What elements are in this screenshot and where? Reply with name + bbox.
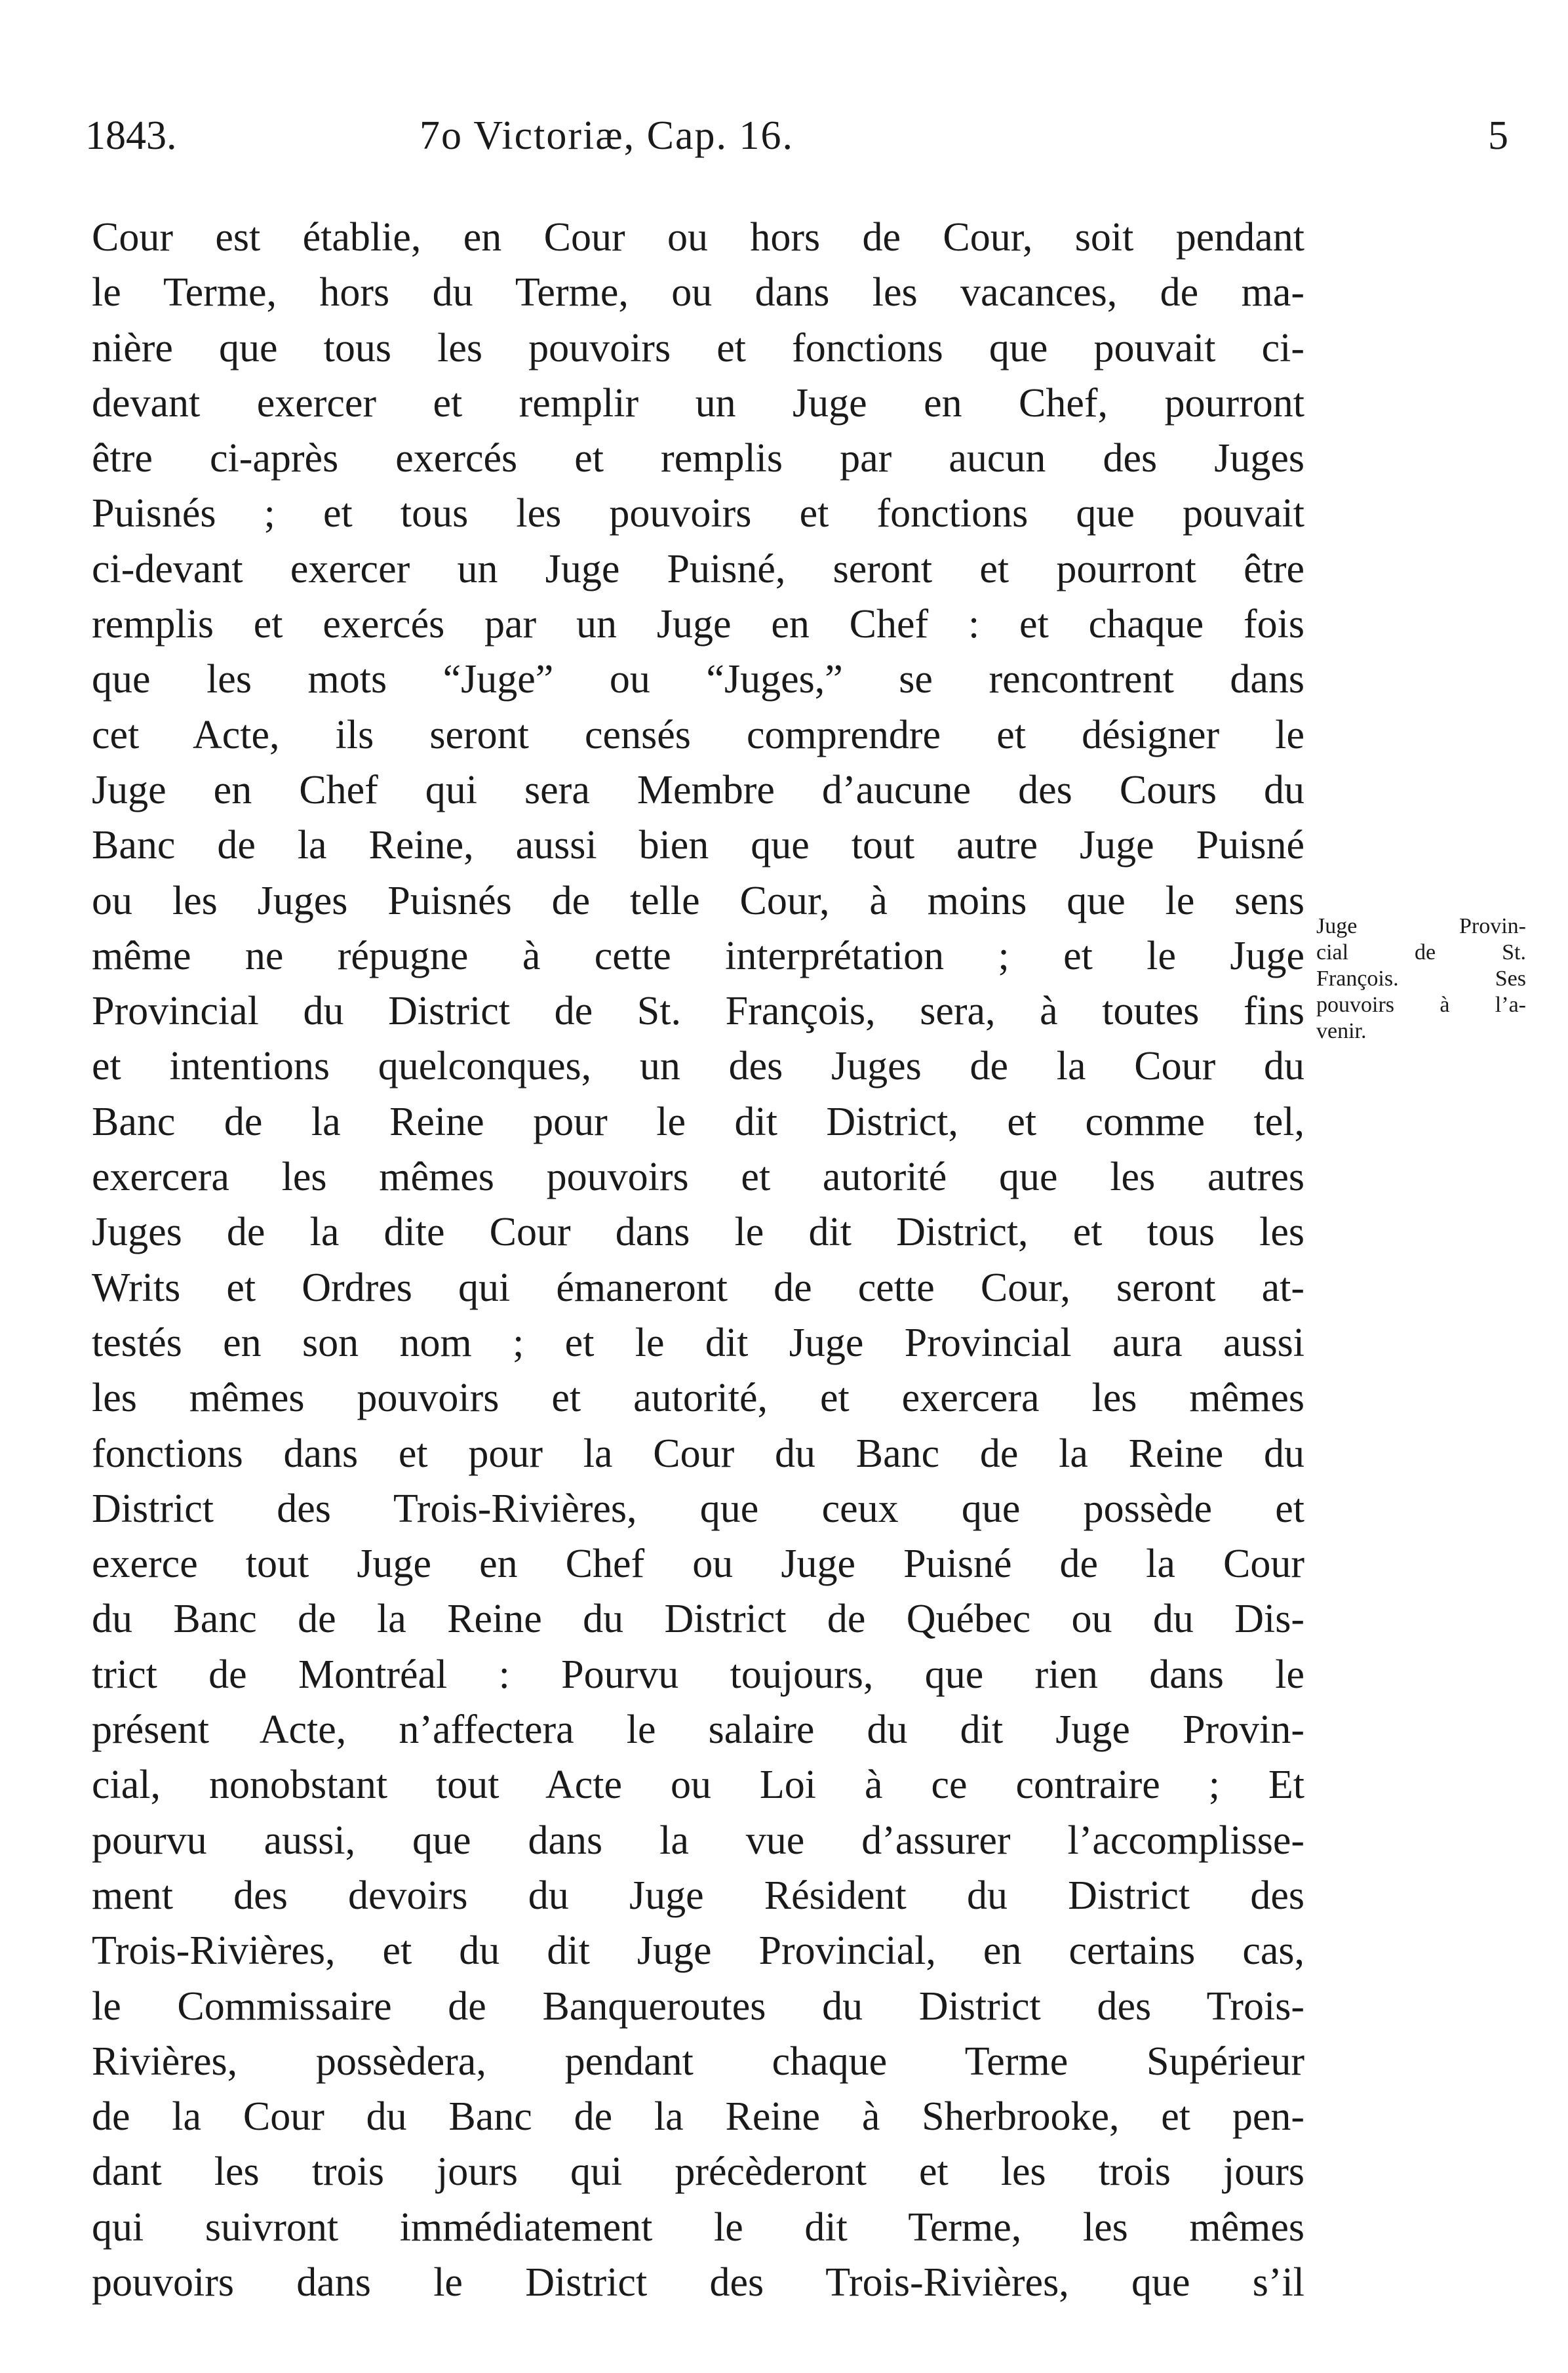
text-line: testés en son nom ; et le dit Juge Provincial aura aussi	[92, 1320, 1304, 1365]
text-line: District des Trois-Rivières, que ceux que possède et	[92, 1486, 1304, 1531]
text-line: fonctions dans et pour la Cour du Banc de la Reine du	[92, 1431, 1304, 1476]
margin-note	[1316, 913, 1526, 1045]
header-title: 7o Victoriæ, Cap. 16.	[420, 113, 794, 158]
text-line: même ne répugne à cette interprétation ; et le Juge	[92, 933, 1304, 978]
text-line: cet Acte, ils seront censés comprendre et désigner le	[92, 712, 1304, 757]
margin-note-line: venir.	[1316, 1019, 1367, 1043]
text-line: trict de Montréal : Pourvu toujours, que rien dans le	[92, 1652, 1304, 1697]
text-line: exerce tout Juge en Chef ou Juge Puisné de la Cour	[92, 1542, 1304, 1587]
text-line: Provincial du District de St. François, sera, à toutes fins	[92, 989, 1304, 1034]
text-line: du Banc de la Reine du District de Québec ou du Dis-	[92, 1597, 1304, 1642]
text-line: devant exercer et remplir un Juge en Chef, pourront	[92, 380, 1304, 426]
text-line: Puisnés ; et tous les pouvoirs et fonctions que pouvait	[92, 491, 1304, 536]
margin-note-line: Juge Provin-	[1316, 914, 1526, 938]
text-line: présent Acte, n’affectera le salaire du dit Juge Provin-	[92, 1707, 1304, 1753]
text-line: remplis et exercés par un Juge en Chef : et chaque fois	[92, 602, 1304, 647]
page-number: 5	[1488, 113, 1508, 158]
text-line: le Commissaire de Banqueroutes du District des Trois-	[92, 1984, 1304, 2029]
text-line: Cour est établie, en Cour ou hors de Cour, soit pendant	[92, 215, 1304, 260]
text-line: Banc de la Reine pour le dit District, et comme tel,	[92, 1099, 1304, 1144]
text-line: le Terme, hors du Terme, ou dans les vacances, de ma-	[92, 270, 1304, 315]
margin-note-line: pouvoirs à l’a-	[1316, 993, 1526, 1017]
text-line: de la Cour du Banc de la Reine à Sherbrooke, et pen-	[92, 2094, 1304, 2140]
margin-note-line: cial de St.	[1316, 940, 1526, 965]
text-line: exercera les mêmes pouvoirs et autorité que les autres	[92, 1155, 1304, 1200]
header-year: 1843.	[85, 113, 177, 158]
text-line: ment des devoirs du Juge Résident du District des	[92, 1873, 1304, 1918]
text-line: ci-devant exercer un Juge Puisné, seront et pourront être	[92, 546, 1304, 591]
text-line: Trois-Rivières, et du dit Juge Provincial, en certains cas,	[92, 1928, 1304, 1974]
text-line: être ci-après exercés et remplis par aucun des Juges	[92, 436, 1304, 481]
text-line: nière que tous les pouvoirs et fonctions que pouvait ci-	[92, 325, 1304, 370]
body-text	[92, 210, 1304, 2310]
running-head	[0, 113, 1568, 165]
text-line: cial, nonobstant tout Acte ou Loi à ce contraire ; Et	[92, 1763, 1304, 1808]
text-line: Juge en Chef qui sera Membre d’aucune des Cours du	[92, 767, 1304, 812]
text-line: pouvoirs dans le District des Trois-Rivières, que s’il	[92, 2260, 1304, 2305]
text-line: dant les trois jours qui précèderont et les trois jours	[92, 2149, 1304, 2195]
text-line: et intentions quelconques, un des Juges de la Cour du	[92, 1044, 1304, 1089]
text-line: pourvu aussi, que dans la vue d’assurer l’accomplisse-	[92, 1818, 1304, 1863]
text-line: les mêmes pouvoirs et autorité, et exercera les mêmes	[92, 1376, 1304, 1421]
text-line: Writs et Ordres qui émaneront de cette Cour, seront at-	[92, 1265, 1304, 1310]
margin-note-line: François. Ses	[1316, 967, 1526, 991]
text-line: ou les Juges Puisnés de telle Cour, à moins que le sens	[92, 878, 1304, 923]
text-line: qui suivront immédiatement le dit Terme, les mêmes	[92, 2204, 1304, 2250]
text-line: Banc de la Reine, aussi bien que tout autre Juge Puisné	[92, 823, 1304, 868]
text-line: Juges de la dite Cour dans le dit District, et tous les	[92, 1210, 1304, 1255]
text-line: Rivières, possèdera, pendant chaque Terme Supérieur	[92, 2039, 1304, 2084]
text-line: que les mots “Juge” ou “Juges,” se rencontrent dans	[92, 657, 1304, 702]
